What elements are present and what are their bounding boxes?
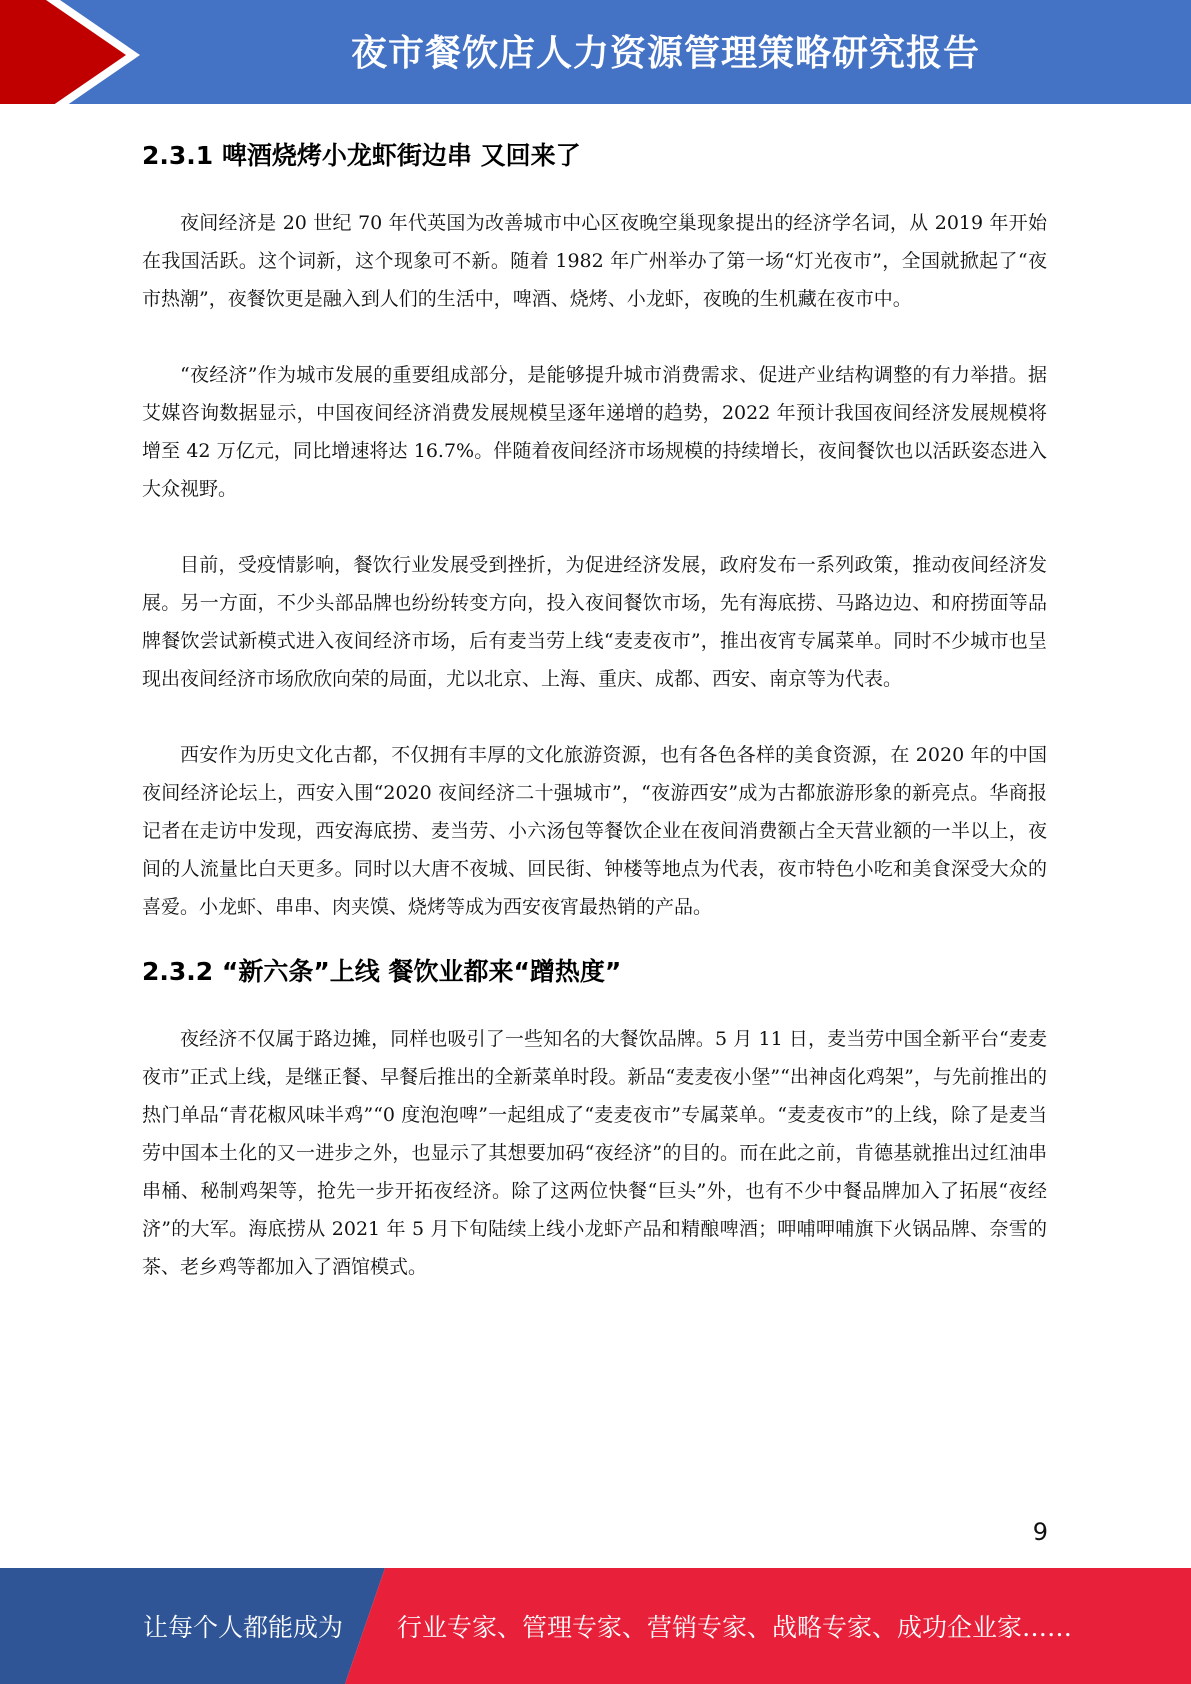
paragraph: 目前，受疫情影响，餐饮行业发展受到挫折，为促进经济发展，政府发布一系列政策，推动夜间经济发展。另一方面，不少头部品牌也纷纷转变方向，投入夜间餐饮市场，先有海底捞、马路边边、和府捞面等品牌餐饮尝试新模式进入夜间经济市场，后有麦当劳上线“麦麦夜市”，推出夜宵专属菜单。同时不少城市也呈现出夜间经济市场欣欣向荣的局面，尤以北京、上海、重庆、成都、西安、南京等为代表。 [142, 554, 1047, 690]
paragraph: 夜间经济是 20 世纪 70 年代英国为改善城市中心区夜晚空巢现象提出的经济学名词，从 2019 年开始在我国活跃。这个词新，这个现象可不新。随着 1982 年广州举办了第一场“灯光夜市”，全国就掀起了“夜市热潮”，夜餐饮更是融入到人们的生活中，啤酒、烧烤、小龙虾，夜晚的生机藏在夜市中。 [142, 212, 1047, 310]
section-2-3-1 [142, 128, 1047, 926]
page-number: 9 [1032, 1518, 1048, 1546]
paragraph: 夜经济不仅属于路边摊，同样也吸引了一些知名的大餐饮品牌。5 月 11 日，麦当劳中国全新平台“麦麦夜市”正式上线，是继正餐、早餐后推出的全新菜单时段。新品“麦麦夜小堡”“出神卤化鸡架”，与先前推出的热门单品“青花椒风味半鸡”“0 度泡泡啤”一起组成了“麦麦夜市”专属菜单。“麦麦夜市”的上线，除了是麦当劳中国本土化的又一进步之外，也显示了其想要加码“夜经济”的目的。而在此之前，肯德基就推出过红油串串桶、秘制鸡架等，抢先一步开拓夜经济。除了这两位快餐“巨头”外，也有不少中餐品牌加入了拓展“夜经济”的大军。海底捞从 2021 年 5 月下旬陆续上线小龙虾产品和精酿啤酒；呷哺呷哺旗下火锅品牌、奈雪的茶、老乡鸡等都加入了酒馆模式。 [142, 1028, 1047, 1278]
footer-banner [0, 1568, 1191, 1684]
section-2-3-2 [142, 944, 1047, 1286]
section-heading: 2.3.1 啤酒烧烤小龙虾街边串 又回来了 [142, 141, 581, 170]
paragraph: 西安作为历史文化古都，不仅拥有丰厚的文化旅游资源，也有各色各样的美食资源，在 2020 年的中国夜间经济论坛上，西安入围“2020 夜间经济二十强城市”，“夜游西安”成为古都旅游形象的新亮点。华商报记者在走访中发现，西安海底捞、麦当劳、小六汤包等餐饮企业在夜间消费额占全天营业额的一半以上，夜间的人流量比白天更多。同时以大唐不夜城、回民街、钟楼等地点为代表，夜市特色小吃和美食深受大众的喜爱。小龙虾、串串、肉夹馍、烧烤等成为西安夜宵最热销的产品。 [142, 744, 1047, 918]
document-body [142, 120, 1047, 1286]
header-banner [0, 0, 1191, 110]
footer-slogan-right: 行业专家、管理专家、营销专家、战略专家、成功企业家…… [397, 1613, 1073, 1642]
section-heading: 2.3.2 “新六条”上线 餐饮业都来“蹭热度” [142, 957, 622, 986]
paragraph: “夜经济”作为城市发展的重要组成部分，是能够提升城市消费需求、促进产业结构调整的有力举措。据艾媒咨询数据显示，中国夜间经济消费发展规模呈逐年递增的趋势，2022 年预计我国夜间经济发展规模将增至 42 万亿元，同比增速将达 16.7%。伴随着夜间经济市场规模的持续增长，夜间餐饮也以活跃姿态进入大众视野。 [142, 364, 1047, 500]
report-title: 夜市餐饮店人力资源管理策略研究报告 [350, 32, 980, 74]
footer-slogan-left: 让每个人都能成为 [143, 1613, 344, 1642]
